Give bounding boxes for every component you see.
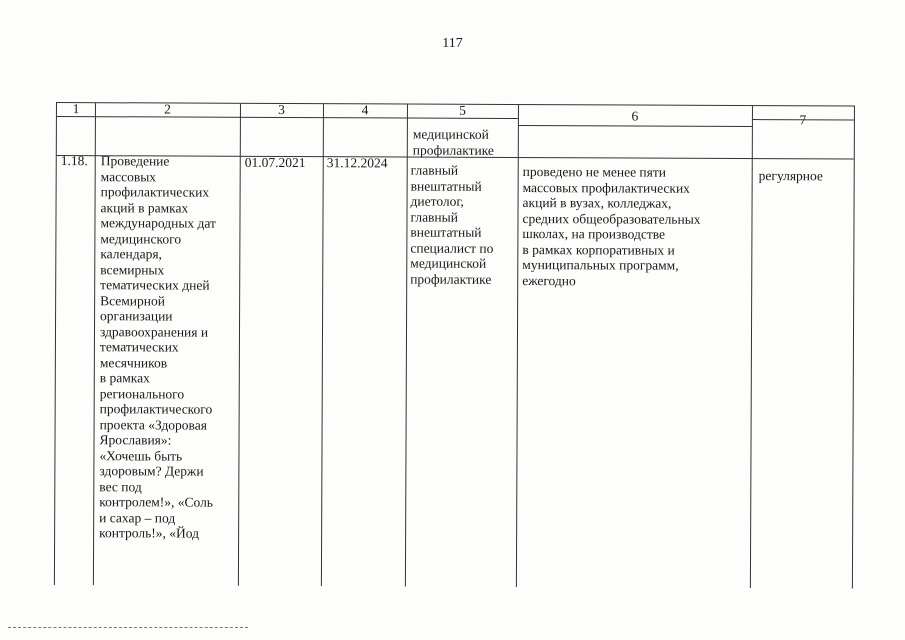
- column-header-6: 6: [631, 108, 639, 124]
- expected-result: проведено не менее пяти массовых профилактических акций в вузах, колледжах, средних общеобразовательных школах, на производстве в рамках корпоративных и муниципальных программ, ежегодно: [522, 164, 701, 288]
- plan-table: [54, 102, 855, 588]
- end-date: 31.12.2024: [326, 155, 388, 171]
- column-divider: [405, 105, 408, 587]
- periodicity: регулярное: [758, 168, 823, 184]
- column-header-4: 4: [361, 102, 369, 118]
- page-bottom-rule: [8, 627, 248, 628]
- continued-responsible-text: медицинской профилактике: [412, 126, 494, 158]
- column-header-5: 5: [459, 102, 466, 118]
- start-date: 01.07.2021: [244, 154, 306, 171]
- activity-description: Проведение массовых профилактических акций в рамках международных дат медицинского календаря, всемирных тематических дней Всемирной организации здравоохранения и тематических месячников в рамках регионального профилактического проекта «Здоровая Ярославия»: «Хочешь быть здоровым? Держи вес под контролем!», «Соль и сахар – под контроль!», «Йод: [99, 153, 217, 541]
- responsible-persons: главный внештатный диетолог, главный внештатный специалист по медицинской профилактике: [410, 162, 494, 287]
- header-bottom-rule: [518, 125, 752, 127]
- column-header-3: 3: [278, 101, 285, 117]
- column-header-7: 7: [799, 112, 807, 128]
- column-header-2: 2: [164, 101, 171, 117]
- row-number: 1.18.: [60, 153, 88, 169]
- column-divider: [93, 103, 96, 585]
- column-divider: [321, 104, 324, 586]
- page-number: 117: [442, 36, 463, 51]
- column-header-1: 1: [72, 101, 80, 117]
